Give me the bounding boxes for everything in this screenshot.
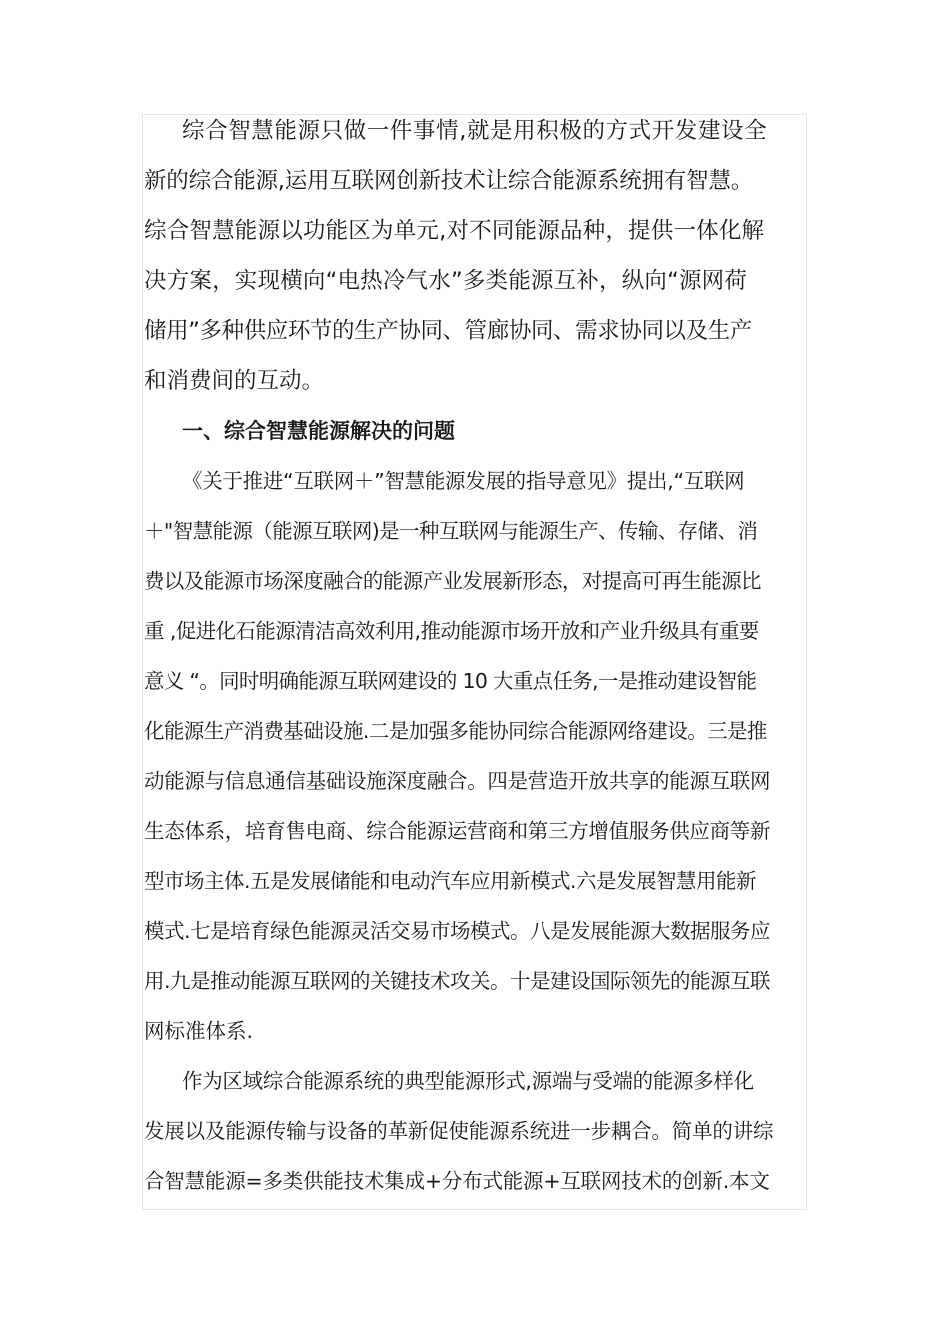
- text-line: 模式.七是培育绿色能源灵活交易市场模式。八是发展能源大数据服务应: [144, 919, 771, 943]
- text-line: 化能源生产消费基础设施.二是加强多能协同综合能源网络建设。三是推: [144, 719, 767, 743]
- text-line: 意义 “。同时明确能源互联网建设的 10 大重点任务,一是推动建设智能: [144, 669, 757, 693]
- text-line: 储用”多种供应环节的生产协同、管廊协同、需求协同以及生产: [144, 318, 752, 344]
- paragraph-guidance: [144, 456, 810, 1056]
- document-body: [144, 106, 810, 1206]
- paragraph-conclusion: [144, 1056, 810, 1206]
- text-line: 生态体系，培育售电商、综合能源运营商和第三方增值服务供应商等新: [144, 819, 771, 843]
- paragraph-intro: [144, 106, 810, 406]
- text-line: 用.九是推动能源互联网的关键技术攻关。十是建设国际领先的能源互联: [144, 969, 771, 993]
- text-line: 合智慧能源=多类供能技术集成+分布式能源+互联网技术的创新.本文: [144, 1169, 770, 1193]
- text-line: 新的综合能源,运用互联网创新技术让综合能源系统拥有智慧。: [144, 168, 754, 194]
- text-line: 和消费间的互动。: [144, 368, 325, 394]
- text-line: 综合智慧能源只做一件事情,就是用积极的方式开发建设全: [182, 118, 768, 144]
- text-line: 动能源与信息通信基础设施深度融合。四是营造开放共享的能源互联网: [144, 769, 771, 793]
- text-line: 综合智慧能源以功能区为单元,对不同能源品种，提供一体化解: [144, 218, 765, 244]
- text-line: 决方案，实现横向“电热冷气水”多类能源互补，纵向“源网荷: [144, 268, 748, 294]
- text-line: 重 ,促进化石能源清洁高效利用,推动能源市场开放和产业升级具有重要: [144, 619, 759, 643]
- text-line: 《关于推进“互联网＋”智慧能源发展的指导意见》提出,“互联网: [182, 469, 745, 493]
- text-line: 型市场主体.五是发展储能和电动汽车应用新模式.六是发展智慧用能新: [144, 869, 757, 893]
- text-line: 作为区域综合能源系统的典型能源形式,源端与受端的能源多样化: [182, 1069, 754, 1093]
- text-line: 费以及能源市场深度融合的能源产业发展新形态，对提高可再生能源比: [144, 569, 761, 593]
- text-line: 发展以及能源传输与设备的革新促使能源系统进一步耦合。简单的讲综: [144, 1119, 774, 1143]
- text-line: ＋"智慧能源（能源互联网)是一种互联网与能源生产、传输、存储、消: [144, 519, 758, 543]
- text-line: 网标准体系.: [144, 1019, 254, 1043]
- section-heading: 一、综合智慧能源解决的问题: [182, 419, 455, 443]
